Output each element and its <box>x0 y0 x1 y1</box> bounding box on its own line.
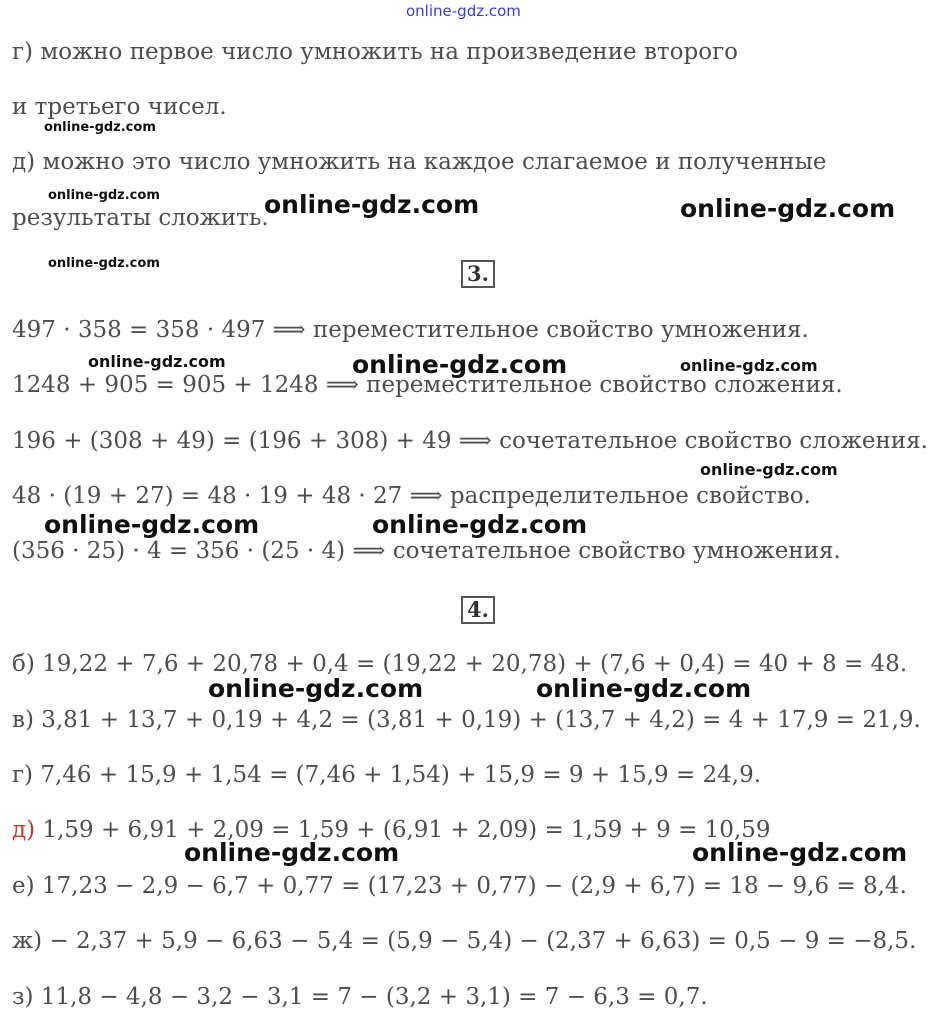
watermark-large: online-gdz.com <box>692 838 908 867</box>
watermark-large: online-gdz.com <box>352 350 568 379</box>
equation-d-label: д) <box>12 817 36 843</box>
equation-zh: ж) − 2,37 + 5,9 − 6,63 − 5,4 = (5,9 − 5,4) − (2,37 + 6,63) = 0,5 − 9 = −8,5. <box>12 928 917 954</box>
watermark-large: online-gdz.com <box>264 190 480 219</box>
equation-line: (356 · 25) · 4 = 356 · (25 · 4) ⟹ сочетательное свойство умножения. <box>12 538 841 564</box>
equation-e: е) 17,23 − 2,9 − 6,7 + 0,77 = (17,23 + 0,77) − (2,9 + 6,7) = 18 − 9,6 = 8,4. <box>12 873 907 899</box>
watermark-large: online-gdz.com <box>44 510 260 539</box>
watermark-large: online-gdz.com <box>536 674 752 703</box>
equation-line: 497 · 358 = 358 · 497 ⟹ переместительное свойство умножения. <box>12 317 809 343</box>
equation-line: 196 + (308 + 49) = (196 + 308) + 49 ⟹ сочетательное свойство сложения. <box>12 428 928 454</box>
watermark-medium: online-gdz.com <box>88 352 226 371</box>
equation-g: г) 7,46 + 15,9 + 1,54 = (7,46 + 1,54) + 15,9 = 9 + 15,9 = 24,9. <box>12 762 762 788</box>
equation-z: з) 11,8 − 4,8 − 3,2 − 3,1 = 7 − (3,2 + 3,1) = 7 − 6,3 = 0,7. <box>12 984 708 1010</box>
equation-line: 1248 + 905 = 905 + 1248 ⟹ переместительное свойство сложения. <box>12 372 843 398</box>
equation-v: в) 3,81 + 13,7 + 0,19 + 4,2 = (3,81 + 0,19) + (13,7 + 4,2) = 4 + 17,9 = 21,9. <box>12 707 921 733</box>
section-4-number: 4. <box>461 596 495 624</box>
watermark-large: online-gdz.com <box>372 510 588 539</box>
watermark-large: online-gdz.com <box>680 194 896 223</box>
watermark-large: online-gdz.com <box>208 674 424 703</box>
watermark-medium: online-gdz.com <box>700 460 838 479</box>
section-3-number: 3. <box>461 260 495 288</box>
watermark-large: online-gdz.com <box>184 838 400 867</box>
answer-d-line1: д) можно это число умножить на каждое слагаемое и полученные <box>12 149 827 175</box>
equation-b: б) 19,22 + 7,6 + 20,78 + 0,4 = (19,22 + 20,78) + (7,6 + 0,4) = 40 + 8 = 48. <box>12 651 908 677</box>
equation-d-text: 1,59 + 6,91 + 2,09 = 1,59 + (6,91 + 2,09) = 1,59 + 9 = 10,59 <box>35 817 771 843</box>
watermark-small: online-gdz.com <box>48 256 160 271</box>
answer-d-line2: результаты сложить. <box>12 205 269 231</box>
answer-g-line1: г) можно первое число умножить на произведение второго <box>12 39 738 65</box>
watermark-small: online-gdz.com <box>48 188 160 203</box>
answer-g-line2: и третьего чисел. <box>12 94 227 120</box>
watermark-medium: online-gdz.com <box>680 356 818 375</box>
watermark-top: online-gdz.com <box>406 2 521 20</box>
watermark-small: online-gdz.com <box>44 120 156 135</box>
equation-line: 48 · (19 + 27) = 48 · 19 + 48 · 27 ⟹ распределительное свойство. <box>12 483 811 509</box>
